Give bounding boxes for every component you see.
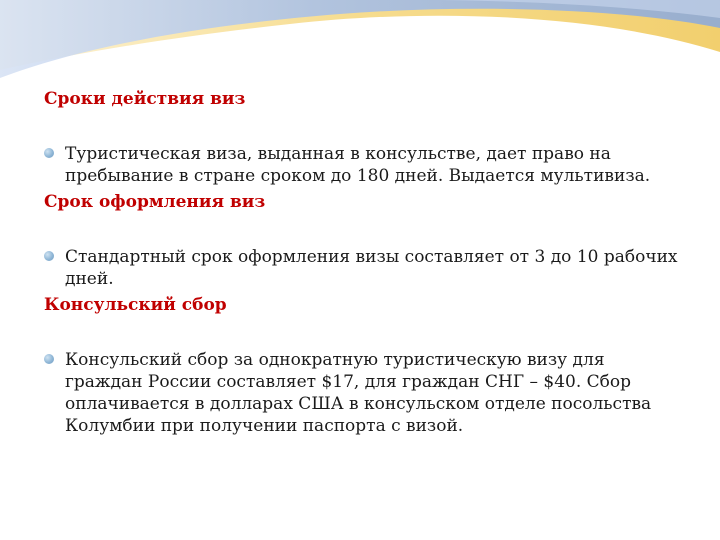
round-bullet-icon xyxy=(44,148,54,158)
bullet-text-processing: Стандартный срок оформления визы составляет от 3 до 10 рабочих дней. xyxy=(65,247,678,289)
slide-content xyxy=(44,86,684,437)
bullet-text-validity: Туристическая виза, выданная в консульстве, дает право на пребывание в стране сроком до 180 дней. Выдается мультивиза. xyxy=(65,144,651,186)
section-title-validity: Сроки действия виз xyxy=(44,89,246,109)
header-wave-decoration xyxy=(0,0,720,90)
round-bullet-icon xyxy=(44,354,54,364)
bullet-processing xyxy=(44,246,684,290)
section-title-fee: Консульский сбор xyxy=(44,295,227,315)
bullet-fee xyxy=(44,349,684,437)
bullet-text-fee: Консульский сбор за однократную туристическую визу для граждан России составляет $17, для граждан СНГ – $40. Сбор оплачивается в долларах США в консульском отделе посольства Колумбии при получении паспорта с визой. xyxy=(65,350,652,436)
round-bullet-icon xyxy=(44,251,54,261)
bullet-validity xyxy=(44,143,684,187)
section-title-processing: Срок оформления виз xyxy=(44,192,266,212)
